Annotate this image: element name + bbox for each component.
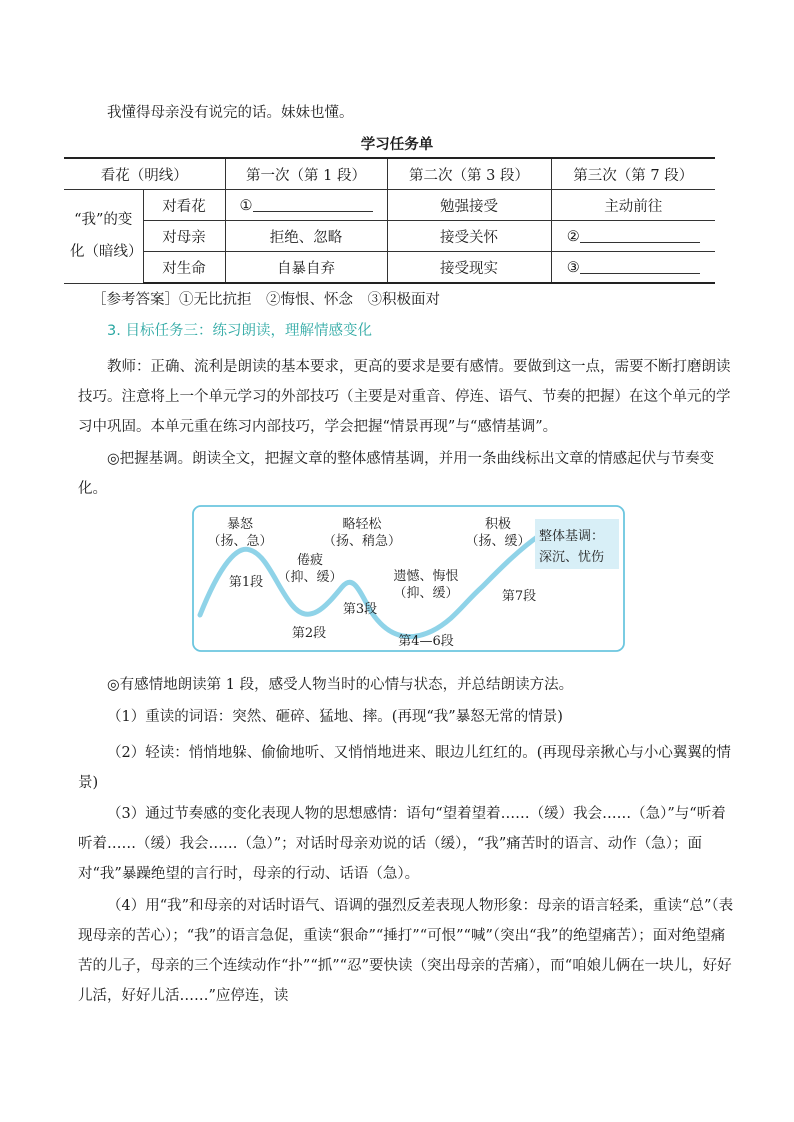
table-cell xyxy=(225,190,387,221)
section-heading: 3. 目标任务三：练习朗读，理解情感变化 xyxy=(107,323,372,339)
table-cell xyxy=(551,221,715,252)
label-juanpi: 倦疲 xyxy=(296,553,324,568)
table-cell: 接受现实 xyxy=(387,252,551,284)
intro-paragraph: 我懂得母亲没有说完的话。妹妹也懂。 xyxy=(107,105,354,121)
label-duan7: 第7段 xyxy=(501,589,537,604)
blank-number: ③ xyxy=(566,260,580,276)
label-baonu: 暴怒 xyxy=(226,517,254,532)
label-duan2: 第2段 xyxy=(291,626,327,641)
teacher-paragraph: 教师：正确、流利是朗读的基本要求，更高的要求是要有感情。要做到这一点，需要不断打磨朗读技巧。注意将上一个单元学习的外部技巧（主要是对重音、停连、语气、节奏的把握）在这个单元的学习中巩固。本单元重在练习内部技巧，学会把握“情景再现”与“感情基调”。 xyxy=(78,359,731,435)
row-label: 对母亲 xyxy=(143,221,225,252)
header-cell: 第一次（第 1 段） xyxy=(225,158,387,190)
blank-number: ② xyxy=(566,229,580,245)
table-cell: 拒绝、忽略 xyxy=(225,221,387,252)
task-sheet-title: 学习任务单 xyxy=(360,137,434,153)
table-cell: 主动前往 xyxy=(551,190,715,221)
list-item: （3）通过节奏感的变化表现人物的思想感情：语句“望着望着……（缓）我会……（急）”与“听着听着……（缓）我会……（急）”；对话时母亲劝说的话（缓），“我”痛苦时的语言、动作（急）；面对“我”暴躁绝望的言行时，母亲的行动、话语（急）。 xyxy=(78,806,726,882)
table-row xyxy=(64,190,715,221)
table-cell xyxy=(551,252,715,284)
task-sheet-table xyxy=(64,157,715,284)
blank-number: ① xyxy=(239,198,253,214)
label-lueqingsong-sub: （扬、稍急） xyxy=(322,534,402,549)
label-juanpi-sub: （抑、缓） xyxy=(277,570,343,585)
table-row xyxy=(64,221,715,252)
label-lueqingsong: 略轻松 xyxy=(342,517,382,532)
header-cell: 第二次（第 3 段） xyxy=(387,158,551,190)
table-header-row xyxy=(64,158,715,190)
list-item: （4）用“我”和母亲的对话时语气、语调的强烈反差表现人物形象：母亲的语言轻柔，重读“总”（表现母亲的苦心）；“我”的语言急促，重读“狠命”“捶打”“可恨”“喊”（突出“我”的绝望痛苦）；面对绝望痛苦的儿子，母亲的三个连续动作“扑”“抓”“忍”要快读（突出母亲的苦痛），而“咱娘儿俩在一块儿，好好儿活，好好儿活……”应停连，读 xyxy=(78,898,734,1004)
label-jiji: 积极 xyxy=(484,517,512,532)
table-cell: 自暴自弃 xyxy=(225,252,387,284)
table-cell: 勉强接受 xyxy=(387,190,551,221)
reference-answer: ［参考答案］①无比抗拒 ②悔恨、怀念 ③积极面对 xyxy=(92,292,440,308)
label-duan46: 第4—6段 xyxy=(398,634,454,649)
answer-blank xyxy=(580,227,700,243)
answer-blank xyxy=(253,196,373,212)
header-cell: 第三次（第 7 段） xyxy=(551,158,715,190)
overall-tone-line2: 深沉、忧伤 xyxy=(539,550,605,565)
emotion-reading-paragraph: ◎有感情地朗读第 1 段，感受人物当时的心情与状态，并总结朗读方法。 xyxy=(107,677,574,693)
label-yihan-sub: （抑、缓） xyxy=(393,586,459,601)
label-duan3: 第3段 xyxy=(342,602,378,617)
group-label-cell: “我”的变化（暗线） xyxy=(64,190,143,284)
label-jiji-sub: （扬、缓） xyxy=(465,534,531,549)
table-cell: 接受关怀 xyxy=(387,221,551,252)
row-label: 对生命 xyxy=(143,252,225,284)
overall-tone-line1: 整体基调： xyxy=(539,529,605,544)
answer-blank xyxy=(580,258,700,274)
label-duan1: 第1段 xyxy=(228,575,264,590)
table-row xyxy=(64,252,715,284)
grasp-tone-paragraph: ◎把握基调。朗读全文，把握文章的整体感情基调，并用一条曲线标出文章的情感起伏与节奏变化。 xyxy=(78,451,715,497)
header-cell: 看花（明线） xyxy=(64,158,225,190)
row-label: 对看花 xyxy=(143,190,225,221)
list-item: （2）轻读：悄悄地躲、偷偷地听、又悄悄地进来、眼边儿红红的。(再现母亲揪心与小心翼翼的情景) xyxy=(78,745,731,791)
label-yihan: 遗憾、悔恨 xyxy=(393,569,459,584)
emotion-curve-diagram xyxy=(192,505,625,652)
list-item: （1）重读的词语：突然、砸碎、猛地、摔。(再现“我”暴怒无常的情景) xyxy=(107,709,563,725)
label-baonu-sub: （扬、急） xyxy=(207,534,273,549)
